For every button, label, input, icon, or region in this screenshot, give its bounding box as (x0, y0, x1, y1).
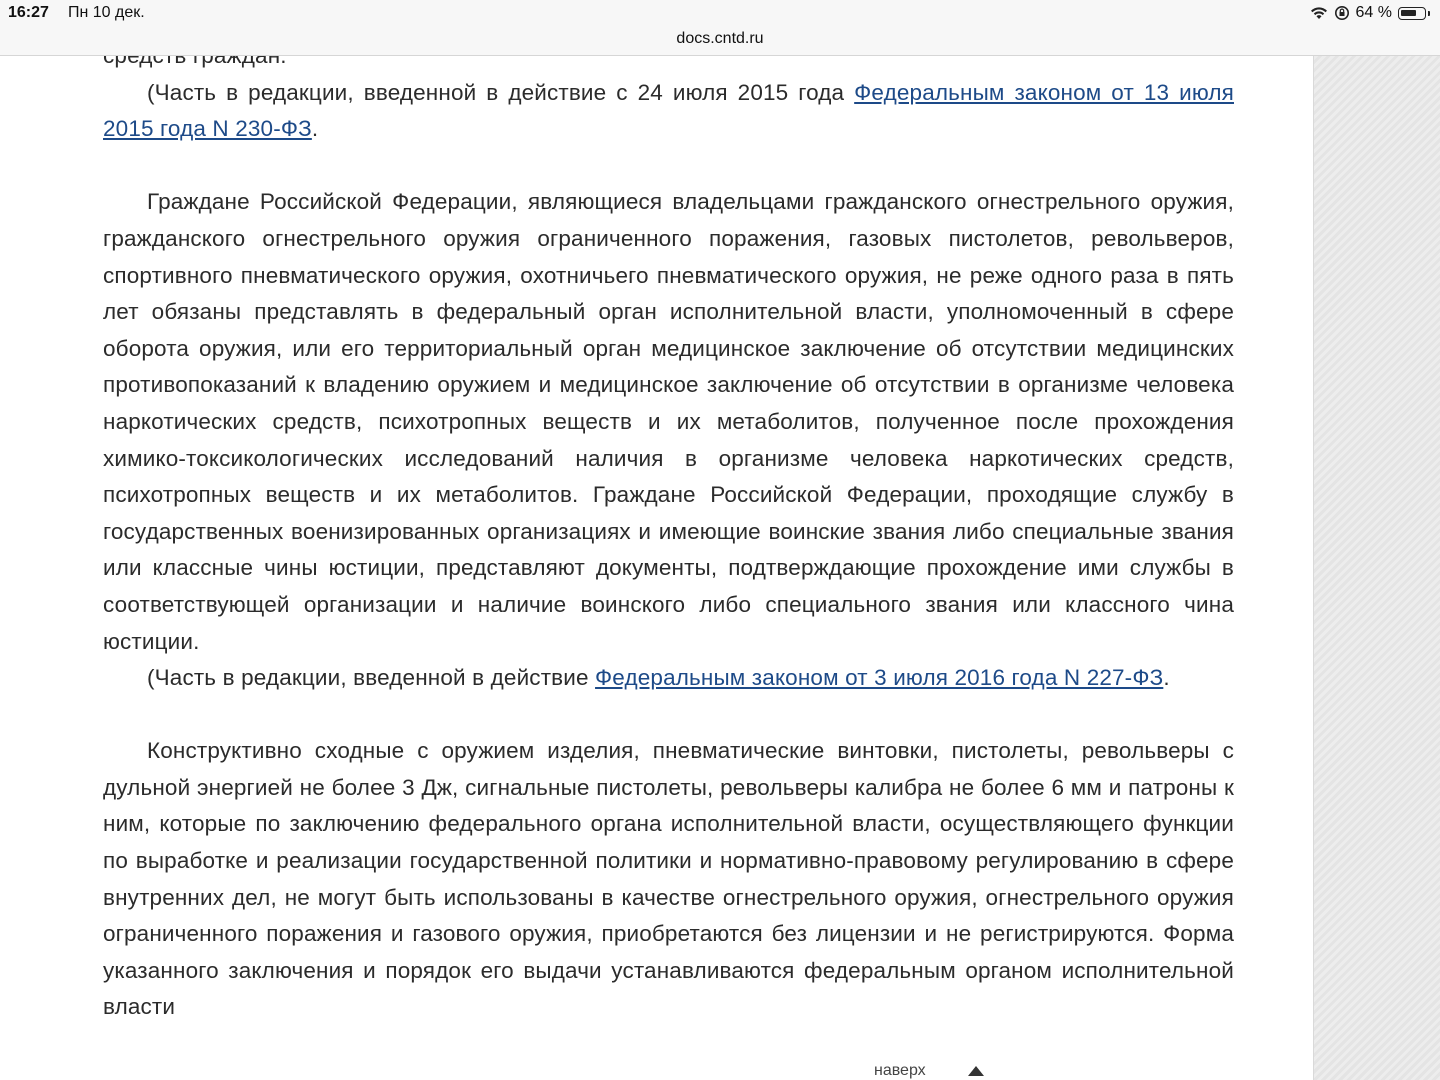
wifi-icon (1310, 6, 1328, 20)
paragraph-medical-certificates: Граждане Российской Федерации, являющиеся владельцами гражданского огнестрельного оружия, гражданского огнестрельного оружия ограниченного поражения, газовых пистолетов, револьверов, спортивного пневматического оружия, охотничьего пневматического оружия, не реже одного раза в пять лет обязаны представлять в федеральный орган исполнительной власти, уполномоченный в сфере оборота оружия, или его территориальный орган медицинское заключение об отсутствии медицинских противопоказаний к владению оружием и медицинское заключение об отсутствии в организме человека наркотических средств, психотропных веществ и их метаболитов, полученное после прохождения химико-токсикологических исследований наличия в организме человека наркотических средств, психотропных веществ и их метаболитов. Граждане Российской Федерации, проходящие службу в государственных военизированных организациях и имеющие воинские звания либо специальные звания или классные чины юстиции, представляют документы, подтверждающие прохождение ими службы в соответствующей организации и наличие воинского либо специального звания или классного чина юстиции. (103, 189, 1234, 654)
paragraph-similar-products: Конструктивно сходные с оружием изделия, пневматические винтовки, пистолеты, револьверы с дульной энергией не более 3 Дж, сигнальные пистолеты, револьверы калибра не более 6 мм и патроны к ним, которые по заключению федерального органа исполнительной власти, осуществляющего функции по выработке и реализации государственной политики и нормативно-правовому регулированию в сфере внутренних дел, не могут быть использованы в качестве огнестрельного оружия, огнестрельного оружия ограниченного поражения и газового оружия, приобретаются без лицензии и не регистрируются. Форма указанного заключения и порядок его выдачи устанавливаются федеральным органом исполнительной власти (103, 738, 1234, 1020)
law-link-230-fz[interactable]: Федеральным законом от 13 июля 2015 года N 230-ФЗ (103, 79, 1234, 142)
url-text[interactable]: docs.cntd.ru (676, 30, 764, 47)
battery-percent: 64 % (1355, 4, 1392, 21)
amendment-note-suffix: . (1163, 665, 1170, 691)
status-indicators (1310, 4, 1426, 22)
rotation-lock-icon (1334, 5, 1350, 21)
amendment-note-prefix: (Часть в редакции, введенной в действие (147, 665, 596, 691)
status-time: 16:27 (8, 4, 49, 21)
battery-icon (1398, 7, 1426, 20)
scroll-to-top-button[interactable]: наверх (870, 1062, 930, 1080)
document-body (103, 38, 1234, 1026)
address-bar[interactable] (0, 28, 1440, 56)
amendment-note-2015 (103, 75, 1234, 148)
amendment-note-prefix: (Часть в редакции, введенной в действие с 24 июля 2015 года (147, 79, 855, 105)
amendment-note-suffix: . (311, 116, 319, 142)
status-bar (0, 0, 1440, 28)
status-date: Пн 10 дек. (68, 4, 145, 21)
law-link-227-fz[interactable]: Федеральным законом от 3 июля 2016 года N 227-ФЗ (595, 665, 1164, 691)
arrow-up-icon[interactable] (966, 1064, 986, 1080)
amendment-note-2016 (103, 660, 1234, 697)
right-margin-pattern (1313, 56, 1440, 1080)
